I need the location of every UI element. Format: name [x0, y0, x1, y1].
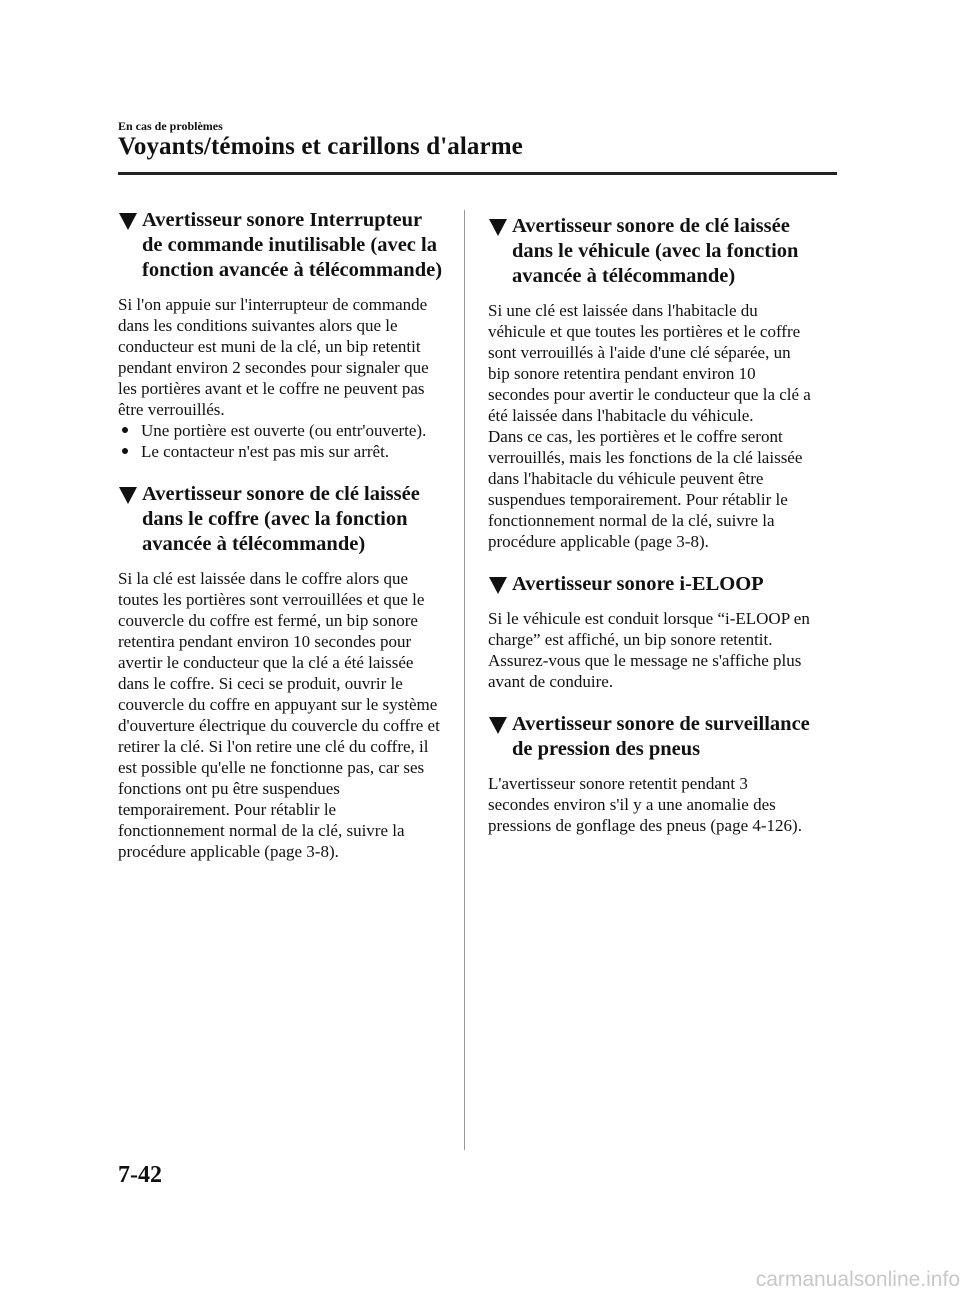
watermark: carmanualsonline.info: [755, 1268, 960, 1291]
section-heading: [488, 712, 813, 762]
section-heading-text: Avertisseur sonore de clé laissée dans le coffre (avec la fonction avancée à télécommande): [142, 483, 420, 555]
section-body: Si l'on appuie sur l'interrupteur de commande dans les conditions suivantes alors que le conducteur est muni de la clé, un bip retentit pendant environ 2 secondes pour signaler que les portières avant et le coffre ne peuvent pas être verrouillés.: [118, 295, 429, 419]
section-body: Si la clé est laissée dans le coffre alors que toutes les portières sont verrouillées et que le couvercle du coffre est fermé, un bip sonore retentira pendant environ 10 secondes pour avertir le conducteur que la clé a été laissée dans le coffre. Si ceci se produit, ouvrir le couvercle du coffre en appuyant sur le système d'ouverture électrique du couvercle du coffre et retirer la clé. Si l'on retire une clé du coffre, il est possible qu'elle ne fonctionne pas, car ses fonctions ont pu être suspendues temporairement. Pour rétablir le fonctionnement normal de la clé, suivre la procédure applicable (page 3-8).: [118, 569, 440, 861]
section-interrupteur-inutilisable: [118, 208, 443, 462]
triangle-down-icon: [118, 485, 138, 505]
column-divider: [464, 210, 465, 1150]
triangle-down-icon: [488, 217, 508, 237]
section-heading: [488, 214, 813, 289]
section-body: Si le véhicule est conduit lorsque “i-ELOOP en charge” est affiché, un bip sonore retentit. Assurez-vous que le message ne s'affiche plus avant de conduire.: [488, 609, 810, 691]
bullet-list: [118, 420, 443, 462]
section-heading-text: Avertisseur sonore i-ELOOP: [512, 573, 764, 595]
section-heading: [118, 482, 443, 557]
bullet-icon: [122, 427, 128, 433]
section-cle-vehicule: [488, 214, 813, 552]
triangle-down-icon: [118, 211, 138, 231]
page-title: Voyants/témoins et carillons d'alarme: [118, 133, 523, 160]
bullet-icon: [122, 448, 128, 454]
title-rule: [118, 172, 837, 175]
section-heading: [488, 572, 813, 597]
page-number: 7-42: [118, 1162, 162, 1188]
triangle-down-icon: [488, 575, 508, 595]
section-heading-text: Avertisseur sonore Interrupteur de commande inutilisable (avec la fonction avancée à télécommande): [142, 209, 443, 281]
running-head: En cas de problèmes: [118, 119, 223, 133]
section-body: L'avertisseur sonore retentit pendant 3 secondes environ s'il y a une anomalie des pressions de gonflage des pneus (page 4-126).: [488, 774, 802, 835]
section-body-continued: Dans ce cas, les portières et le coffre seront verrouillés, mais les fonctions de la clé laissée dans l'habitacle du véhicule peuvent être suspendues temporairement. Pour rétablir le fonctionnement normal de la clé, suivre la procédure applicable (page 3-8).: [488, 427, 803, 551]
triangle-down-icon: [488, 715, 508, 735]
list-item-text: Une portière est ouverte (ou entr'ouverte).: [141, 421, 427, 440]
list-item-text: Le contacteur n'est pas mis sur arrêt.: [141, 442, 390, 461]
section-i-eloop: [488, 572, 813, 692]
section-body: Si une clé est laissée dans l'habitacle du véhicule et que toutes les portières et le coffre sont verrouillés à l'aide d'une clé séparée, un bip sonore retentira pendant environ 10 secondes pour avertir le conducteur que la clé a été laissée dans l'habitacle du véhicule.: [488, 301, 811, 425]
section-cle-coffre: [118, 482, 443, 862]
section-heading: [118, 208, 443, 283]
list-item: [118, 441, 443, 462]
right-column: [488, 214, 813, 856]
section-heading-text: Avertisseur sonore de clé laissée dans le véhicule (avec la fonction avancée à télécommande): [512, 215, 799, 287]
section-heading-text: Avertisseur sonore de surveillance de pression des pneus: [512, 713, 810, 760]
left-column: [118, 208, 443, 882]
list-item: [118, 420, 443, 441]
section-pression-pneus: [488, 712, 813, 836]
